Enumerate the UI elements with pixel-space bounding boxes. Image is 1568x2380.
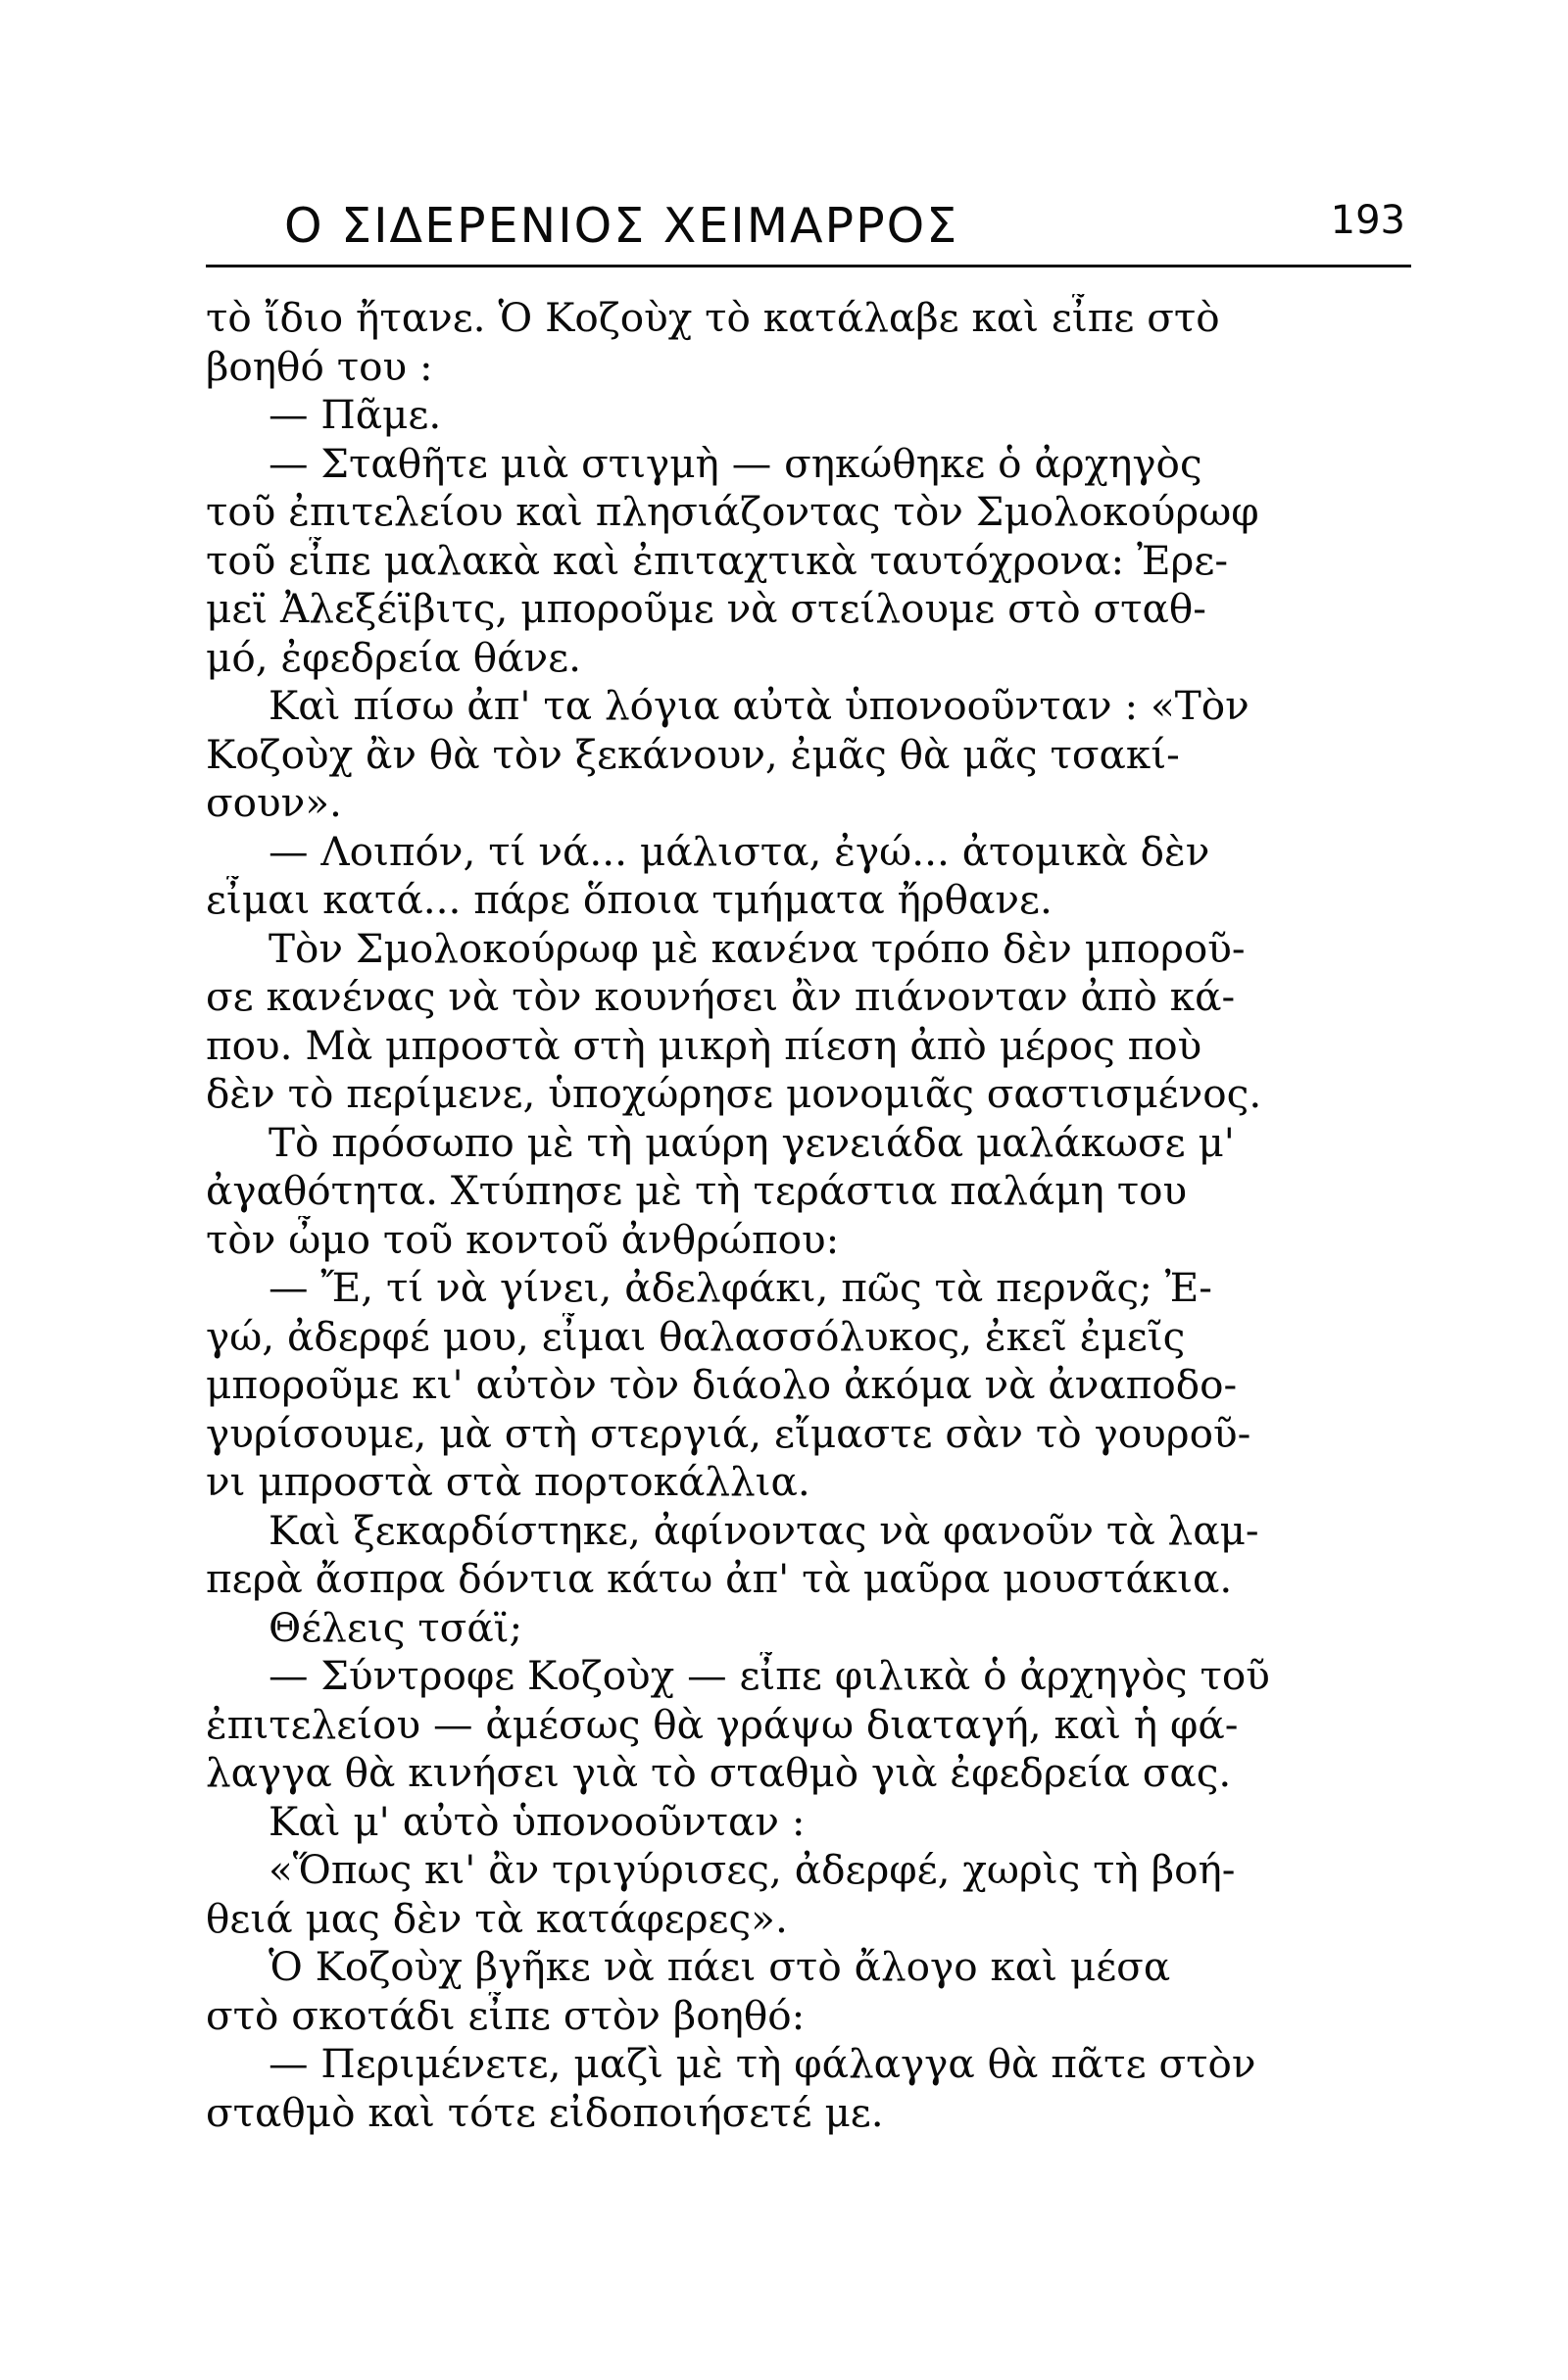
text-line: τὸ ἴδιο ἤτανε. Ὁ Κοζοὺχ τὸ κατάλαβε καὶ εἶπε στὸ (206, 294, 1220, 341)
text-line: Ὁ Κοζοὺχ βγῆκε νὰ πάει στὸ ἄλογο καὶ μέσα (269, 1943, 1171, 1990)
text-line: σταθμὸ καὶ τότε εἰδοποιήσετέ με. (206, 2088, 884, 2136)
text-line: τοῦ ἐπιτελείου καὶ πλησιάζοντας τὸν Σμολοκούρωφ (206, 488, 1259, 535)
text-line: — Λοιπόν, τί νά... μάλιστα, ἐγώ... ἀτομικὰ δὲν (269, 827, 1210, 875)
text-line: που. Μὰ μπροστὰ στὴ μικρὴ πίεση ἀπὸ μέρος ποὺ (206, 1021, 1202, 1069)
text-line: μποροῦμε κι' αὐτὸν τὸν διάολο ἀκόμα νὰ ἀναποδο- (206, 1361, 1238, 1408)
text-line: ἀγαθότητα. Χτύπησε μὲ τὴ τεράστια παλάμη του (206, 1167, 1188, 1214)
text-line: «Ὅπως κι' ἂν τριγύρισες, ἀδερφέ, χωρὶς τὴ βοή- (269, 1846, 1236, 1893)
text-line: βοηθό του : (206, 342, 433, 390)
text-line: σε κανένας νὰ τὸν κουνήσει ἂν πιάνονταν ἀπὸ κά- (206, 973, 1236, 1020)
text-line: Κοζοὺχ ἂν θὰ τὸν ξεκάνουν, ἐμᾶς θὰ μᾶς τσακί- (206, 730, 1180, 778)
text-line: Καὶ μ' αὐτὸ ὑπονοοῦνταν : (269, 1797, 806, 1845)
page-number: 193 (1330, 198, 1405, 243)
text-line: σουν». (206, 779, 342, 826)
text-line: — Πᾶμε. (269, 391, 442, 438)
text-line: γώ, ἀδερφέ μου, εἶμαι θαλασσόλυκος, ἐκεῖ ἐμεῖς (206, 1312, 1186, 1360)
text-line: τοῦ εἶπε μαλακὰ καὶ ἐπιταχτικὰ ταυτόχρονα: Ἐρε- (206, 536, 1229, 584)
text-line: — Σταθῆτε μιὰ στιγμὴ — σηκώθηκε ὁ ἀρχηγὸς (269, 439, 1202, 487)
text-line: στὸ σκοτάδι εἶπε στὸν βοηθό: (206, 1991, 806, 2039)
text-line: Θέλεις τσάϊ; (269, 1603, 523, 1651)
text-line: Τὸ πρόσωπο μὲ τὴ μαύρη γενειάδα μαλάκωσε μ' (269, 1118, 1235, 1166)
text-line: — Σύντροφε Κοζοὺχ — εἶπε φιλικὰ ὁ ἀρχηγὸς τοῦ (269, 1652, 1270, 1699)
running-title: Ο ΣΙΔΕΡΕΝΙΟΣ ΧΕΙΜΑΡΡΟΣ (284, 198, 959, 254)
text-line: εἶμαι κατά... πάρε ὅποια τμήματα ἤρθανε. (206, 876, 1053, 923)
text-line: μεϊ Ἀλεξέϊβιτς, μποροῦμε νὰ στείλουμε στὸ σταθ- (206, 585, 1206, 632)
body-text (206, 294, 1411, 2137)
text-line: νι μπροστὰ στὰ πορτοκάλλια. (206, 1458, 810, 1505)
text-line: γυρίσουμε, μὰ στὴ στεργιά, εἴμαστε σὰν τὸ γουροῦ- (206, 1409, 1251, 1457)
text-line: — Ἔ, τί νὰ γίνει, ἀδελφάκι, πῶς τὰ περνᾶς; Ἐ- (269, 1264, 1212, 1311)
text-line: — Περιμένετε, μαζὶ μὲ τὴ φάλαγγα θὰ πᾶτε στὸν (269, 2040, 1256, 2087)
text-line: ἐπιτελείου — ἀμέσως θὰ γράψω διαταγή, καὶ ἡ φά- (206, 1700, 1239, 1748)
text-line: περὰ ἄσπρα δόντια κάτω ἀπ' τὰ μαῦρα μουστάκια. (206, 1555, 1233, 1602)
text-line: θειά μας δὲν τὰ κατάφερες». (206, 1894, 788, 1942)
text-line: δὲν τὸ περίμενε, ὑποχώρησε μονομιᾶς σαστισμένος. (206, 1070, 1262, 1117)
text-line: Καὶ πίσω ἀπ' τα λόγια αὐτὰ ὑπονοοῦνταν : «Τὸν (269, 682, 1250, 729)
text-line: Τὸν Σμολοκούρωφ μὲ κανένα τρόπο δὲν μποροῦ- (269, 924, 1246, 972)
text-line: μό, ἐφεδρεία θάνε. (206, 633, 582, 681)
text-line: Καὶ ξεκαρδίστηκε, ἀφίνοντας νὰ φανοῦν τὰ λαμ- (269, 1506, 1259, 1554)
text-line: λαγγα θὰ κινήσει γιὰ τὸ σταθμὸ γιὰ ἐφεδρεία σας. (206, 1749, 1232, 1796)
page-header (206, 186, 1411, 267)
text-line: τὸν ὦμο τοῦ κοντοῦ ἀνθρώπου: (206, 1215, 840, 1263)
